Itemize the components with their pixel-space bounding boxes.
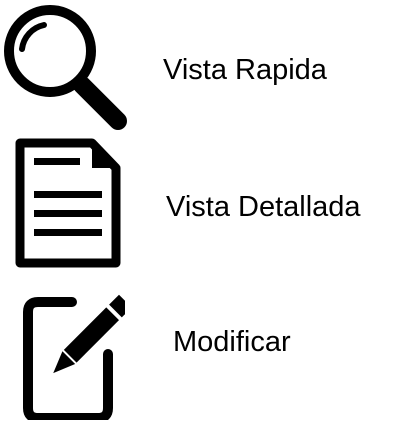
menu-item-label: Modificar	[173, 326, 291, 358]
menu-item-vista-rapida[interactable]	[0, 0, 400, 135]
edit-pencil-icon	[20, 290, 125, 420]
menu-item-modificar[interactable]	[0, 275, 400, 443]
magnifier-icon	[0, 5, 130, 130]
menu-item-vista-detallada[interactable]	[0, 135, 400, 275]
menu-item-label: Vista Detallada	[166, 191, 361, 223]
document-icon	[12, 138, 122, 270]
menu-item-label: Vista Rapida	[163, 54, 327, 86]
